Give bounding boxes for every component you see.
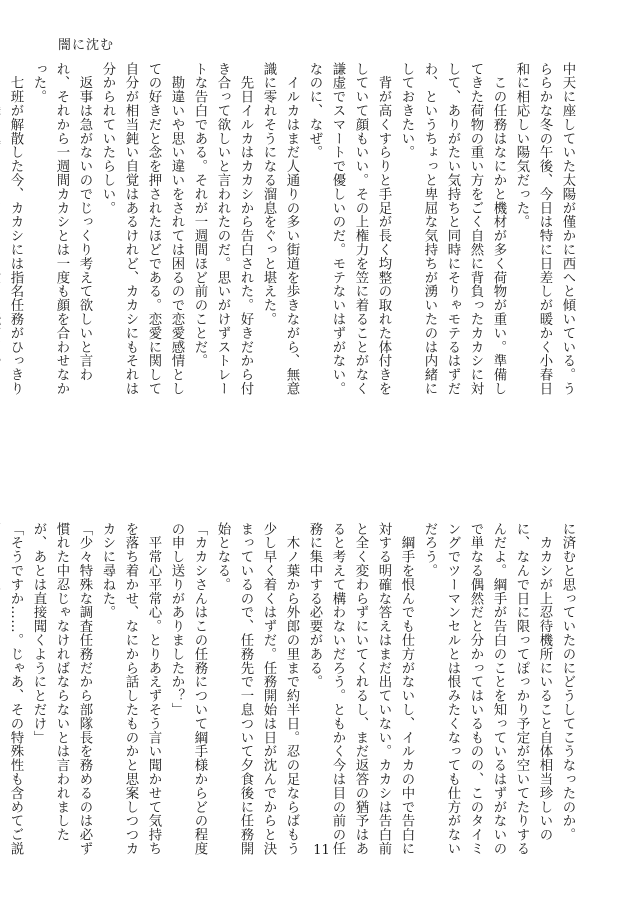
running-title: 闇に沈む	[58, 38, 115, 53]
lower-text-content: に済むと思っていたのにどうしてこうなったのか。 カカシが上忍待機所にいること自体相当珍しいのに、なんで日に限ってぽっかり予定が空いてたりするんだよ。綱手が告白のことを知っているはずがないので単なる偶然だと分かってはいるものの、このタイミングでツーマンセルとは恨みたくなっても仕方がないだろう。 綱手を恨んでも仕方がないし、イルカの中で告白に対する明確な答えはまだ出ていない。カカシは告白前と全く変わらずにいてくれるし、まだ返答の猶予はあると考えて構わないだろう。ともかく今は目の前の任務に集中する必要がある。 木ノ葉から外郎の里まで約半日。忍の足ならばもう少し早く着くはずだ。任務開始は日が沈んでからと決まっているので、任務先で一息ついて夕食後に任務開始となる。 「カカシさんはこの任務について綱手様からどの程度の申し送りがありましたか？」 平常心平常心。とりあえずそう言い聞かせて気持ちを落ち着かせ、なにから話したものかと思案しつつカカシに尋ねた。 「少々特殊な調査任務だから部隊長を務めるのは必ず慣れた中忍じゃなければならないとは言われましたが、あとは直接聞くようにとだけ」 「そうですか……。じゃあ、その特殊性も含めてご説	[8, 522, 575, 856]
page-body	[8, 62, 579, 857]
lower-text-block	[8, 522, 579, 857]
page-number: 11	[313, 843, 330, 858]
upper-text-block	[8, 62, 579, 402]
upper-text-content: 中天に座していた太陽が僅かに西へと傾いている。うららかな冬の午後、今日は特に日差しが暖かく小春日和に相応しい陽気だった。 この任務はなにかと機材が多く荷物が重い。準備してきた荷物の重い方をごく自然に背負ったカカシに対して、ありがたい気持ちと同時にそりゃモテるはずだわ、というちょっと卑屈な気持ちが湧いたのは内緒にしておきたい。 背が高くすらりと手足が長く均整の取れた体付きをしていて顔もいい。その上権力を笠に着ることがなく謙虚でスマートで優しいのだ。モテないはずがない。なのに、なぜ。 イルカはまだ人通りの多い街道を歩きながら、無意識に零れそうになる溜息をぐっと堪えた。 先日イルカはカカシから告白された。好きだから付き合って欲しいと言われたのだ。思いがけずストレートな告白である。それが一週間ほど前のことだ。 勘違いや思い違いをされては困るので恋愛感情としての好きだと念を押されたほどである。恋愛に関して自分が相当鈍い自覚はあるけれど、カカシにもそれは分かられていたらしい。 返事は急がないのでじっくり考えて欲しいと言われ、それから一週間カカシとは一度も顔を合わせなかった。 七班が解散した今、カカシには指名任務がひっきり	[8, 62, 575, 396]
